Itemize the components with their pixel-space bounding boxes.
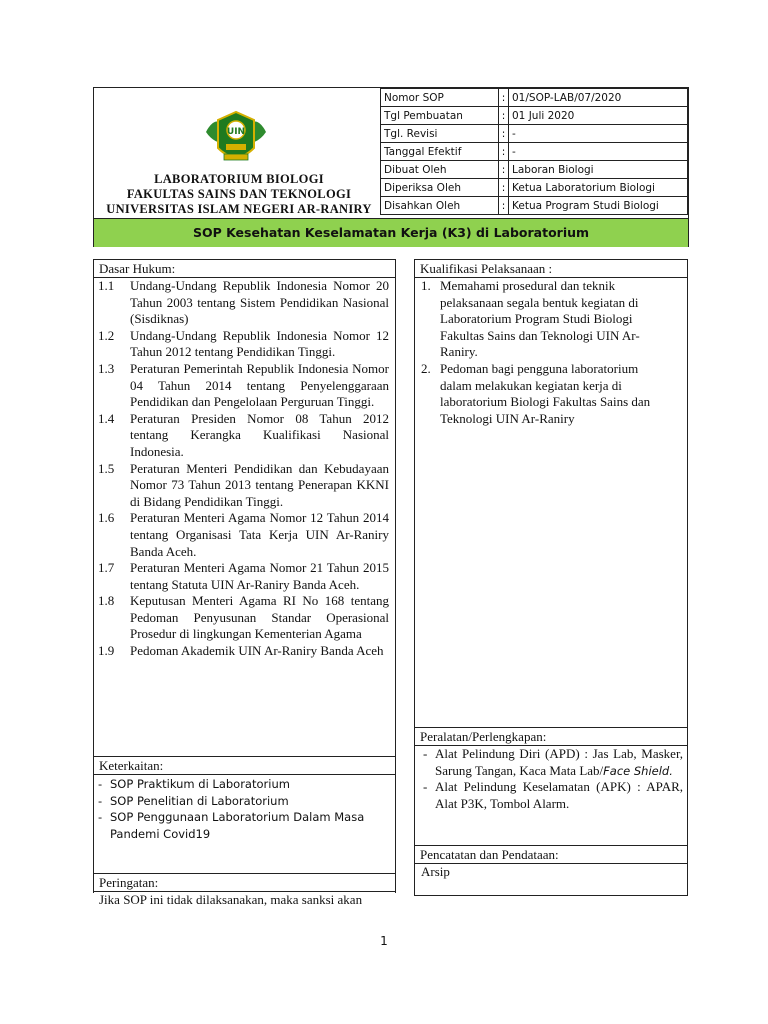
list-item: - SOP Penggunaan Laboratorium Dalam Masa Pandemi Covid19 — [98, 810, 365, 841]
list-item — [94, 328, 389, 361]
keterkaitan-item: SOP Praktikum di Laboratorium — [110, 777, 290, 791]
meta-value: - — [509, 143, 688, 161]
dasar-hukum-heading: Dasar Hukum: — [94, 260, 395, 278]
list-item — [94, 593, 389, 643]
item-text: Peraturan Presiden Nomor 08 Tahun 2012 tentang Kerangka Kualifikasi Nasional Indonesia. — [130, 410, 389, 459]
item-number: 1.6 — [98, 510, 115, 526]
meta-label: Tanggal Efektif — [381, 143, 499, 161]
item-text: Keputusan Menteri Agama RI No 168 tentang Pedoman Penyusunan Standar Operasional Prosedur di lingkungan Kementerian Agama — [130, 593, 389, 642]
meta-colon: : — [499, 179, 509, 197]
meta-colon: : — [499, 89, 509, 107]
list-item — [94, 411, 389, 461]
item-number: 1.9 — [98, 643, 115, 659]
meta-colon: : — [499, 161, 509, 179]
peralatan-heading: Peralatan/Perlengkapan: — [415, 727, 687, 746]
list-item — [94, 461, 389, 511]
meta-label: Tgl. Revisi — [381, 125, 499, 143]
peralatan-item-2: Alat Pelindung Keselamatan (APK) : APAR, Alat P3K, Tombol Alarm. — [435, 779, 683, 811]
item-number: 1.8 — [98, 593, 115, 609]
org-line-2: FAKULTAS SAINS DAN TEKNOLOGI — [126, 187, 352, 201]
item-text: Pedoman bagi pengguna laboratorium dalam melakukan kegiatan kerja di laboratorium Biologi Fakultas Sains dan Teknologi UIN Ar-Raniry — [440, 360, 651, 426]
list-item — [94, 643, 389, 660]
meta-colon: : — [499, 125, 509, 143]
meta-row — [381, 179, 688, 197]
sop-meta-table — [380, 88, 688, 215]
peralatan-item-1-italic: Face Shield. — [603, 763, 673, 778]
keterkaitan-item: SOP Penggunaan Laboratorium Dalam Masa Pandemi Covid19 — [110, 810, 365, 841]
pencatatan-heading: Pencatatan dan Pendataan: — [415, 845, 687, 864]
item-number: 1.3 — [98, 360, 115, 376]
item-text: Undang-Undang Republik Indonesia Nomor 20 Tahun 2003 tentang Sistem Pendidikan Nasional (Sisdiknas) — [130, 278, 389, 327]
list-item: - Alat Pelindung Diri (APD) : Jas Lab, Masker, Sarung Tangan, Kaca Mata Lab/Face Shield. — [423, 746, 683, 778]
org-line-3: UNIVERSITAS ISLAM NEGERI AR-RANIRY — [106, 202, 372, 216]
meta-row — [381, 125, 688, 143]
list-item: - SOP Penelitian di Laboratorium — [98, 793, 289, 808]
list-item: - Alat Pelindung Keselamatan (APK) : APAR, Alat P3K, Tombol Alarm. — [423, 779, 683, 811]
uin-logo-icon — [204, 110, 268, 170]
list-item — [415, 361, 665, 427]
meta-label: Dibuat Oleh — [381, 161, 499, 179]
meta-label: Nomor SOP — [381, 89, 499, 107]
meta-value: Ketua Program Studi Biologi — [509, 197, 688, 215]
right-column — [414, 259, 688, 896]
sop-title: SOP Kesehatan Keselamatan Kerja (K3) di Laboratorium — [94, 218, 688, 247]
item-number: 1.1 — [98, 278, 115, 293]
meta-row — [381, 107, 688, 125]
item-number: 1.4 — [98, 410, 115, 426]
kualifikasi-heading: Kualifikasi Pelaksanaan : — [415, 260, 687, 278]
meta-value: 01 Juli 2020 — [509, 107, 688, 125]
meta-label: Diperiksa Oleh — [381, 179, 499, 197]
peringatan-heading: Peringatan: — [94, 873, 395, 892]
item-text: Pedoman Akademik UIN Ar-Raniry Banda Aceh — [130, 643, 384, 659]
meta-colon: : — [499, 197, 509, 215]
meta-label: Tgl Pembuatan — [381, 107, 499, 125]
list-item: - SOP Praktikum di Laboratorium — [98, 777, 290, 791]
item-number: 1.7 — [98, 560, 115, 576]
org-line-1: LABORATORIUM BIOLOGI — [154, 172, 324, 186]
peralatan-item-1: Alat Pelindung Diri (APD) : Jas Lab, Masker, Sarung Tangan, Kaca Mata Lab/ — [435, 746, 683, 778]
pencatatan-text: Arsip — [421, 864, 450, 879]
meta-label: Disahkan Oleh — [381, 197, 499, 215]
list-item — [415, 278, 665, 361]
meta-row — [381, 197, 688, 215]
meta-row — [381, 89, 688, 107]
peralatan-list — [421, 746, 683, 812]
peringatan-text: Jika SOP ini tidak dilaksanakan, maka sanksi akan — [99, 892, 363, 907]
item-text: Peraturan Pemerintah Republik Indonesia Nomor 04 Tahun 2014 tentang Penyelenggaraan Pendidikan dan Pengelolaan Perguruan Tinggi. — [130, 360, 389, 410]
meta-row — [381, 143, 688, 161]
item-number: 1.5 — [98, 460, 115, 476]
item-number: 1. — [421, 278, 431, 293]
item-number: 1.2 — [98, 327, 115, 343]
meta-colon: : — [499, 107, 509, 125]
item-number: 2. — [421, 360, 431, 376]
keterkaitan-item: SOP Penelitian di Laboratorium — [110, 793, 289, 808]
list-item — [94, 510, 389, 560]
meta-value: 01/SOP-LAB/07/2020 — [509, 89, 688, 107]
meta-value: - — [509, 125, 688, 143]
meta-colon: : — [499, 143, 509, 161]
dasar-hukum-list — [94, 278, 389, 660]
list-item — [94, 560, 389, 593]
left-column — [93, 259, 396, 893]
list-item — [94, 278, 389, 328]
item-text: Undang-Undang Republik Indonesia Nomor 12 Tahun 2012 tentang Pendidikan Tinggi. — [130, 327, 389, 360]
keterkaitan-list — [96, 776, 386, 842]
meta-value: Laboran Biologi — [509, 161, 688, 179]
keterkaitan-heading: Keterkaitan: — [94, 756, 395, 775]
list-item — [94, 361, 389, 411]
page-number: 1 — [380, 934, 388, 948]
sop-header — [93, 87, 689, 247]
meta-row — [381, 161, 688, 179]
item-text: Peraturan Menteri Agama Nomor 21 Tahun 2015 tentang Statuta UIN Ar-Raniry Banda Aceh. — [130, 560, 389, 592]
logo-text: UIN — [226, 127, 246, 137]
meta-value: Ketua Laboratorium Biologi — [509, 179, 688, 197]
item-text: Peraturan Menteri Pendidikan dan Kebudayaan Nomor 73 Tahun 2013 tentang Penerapan KKNI di Bidang Pendidikan Tinggi. — [130, 460, 389, 509]
item-text: Peraturan Menteri Agama Nomor 12 Tahun 2014 tentang Organisasi Tata Kerja UIN Ar-Raniry Banda Aceh. — [130, 510, 389, 559]
item-text: Memahami prosedural dan teknik pelaksanaan segala bentuk kegiatan di Laboratorium Program Studi Biologi Fakultas Sains dan Teknologi UIN Ar- Raniry. — [440, 278, 640, 360]
kualifikasi-list — [415, 278, 665, 427]
